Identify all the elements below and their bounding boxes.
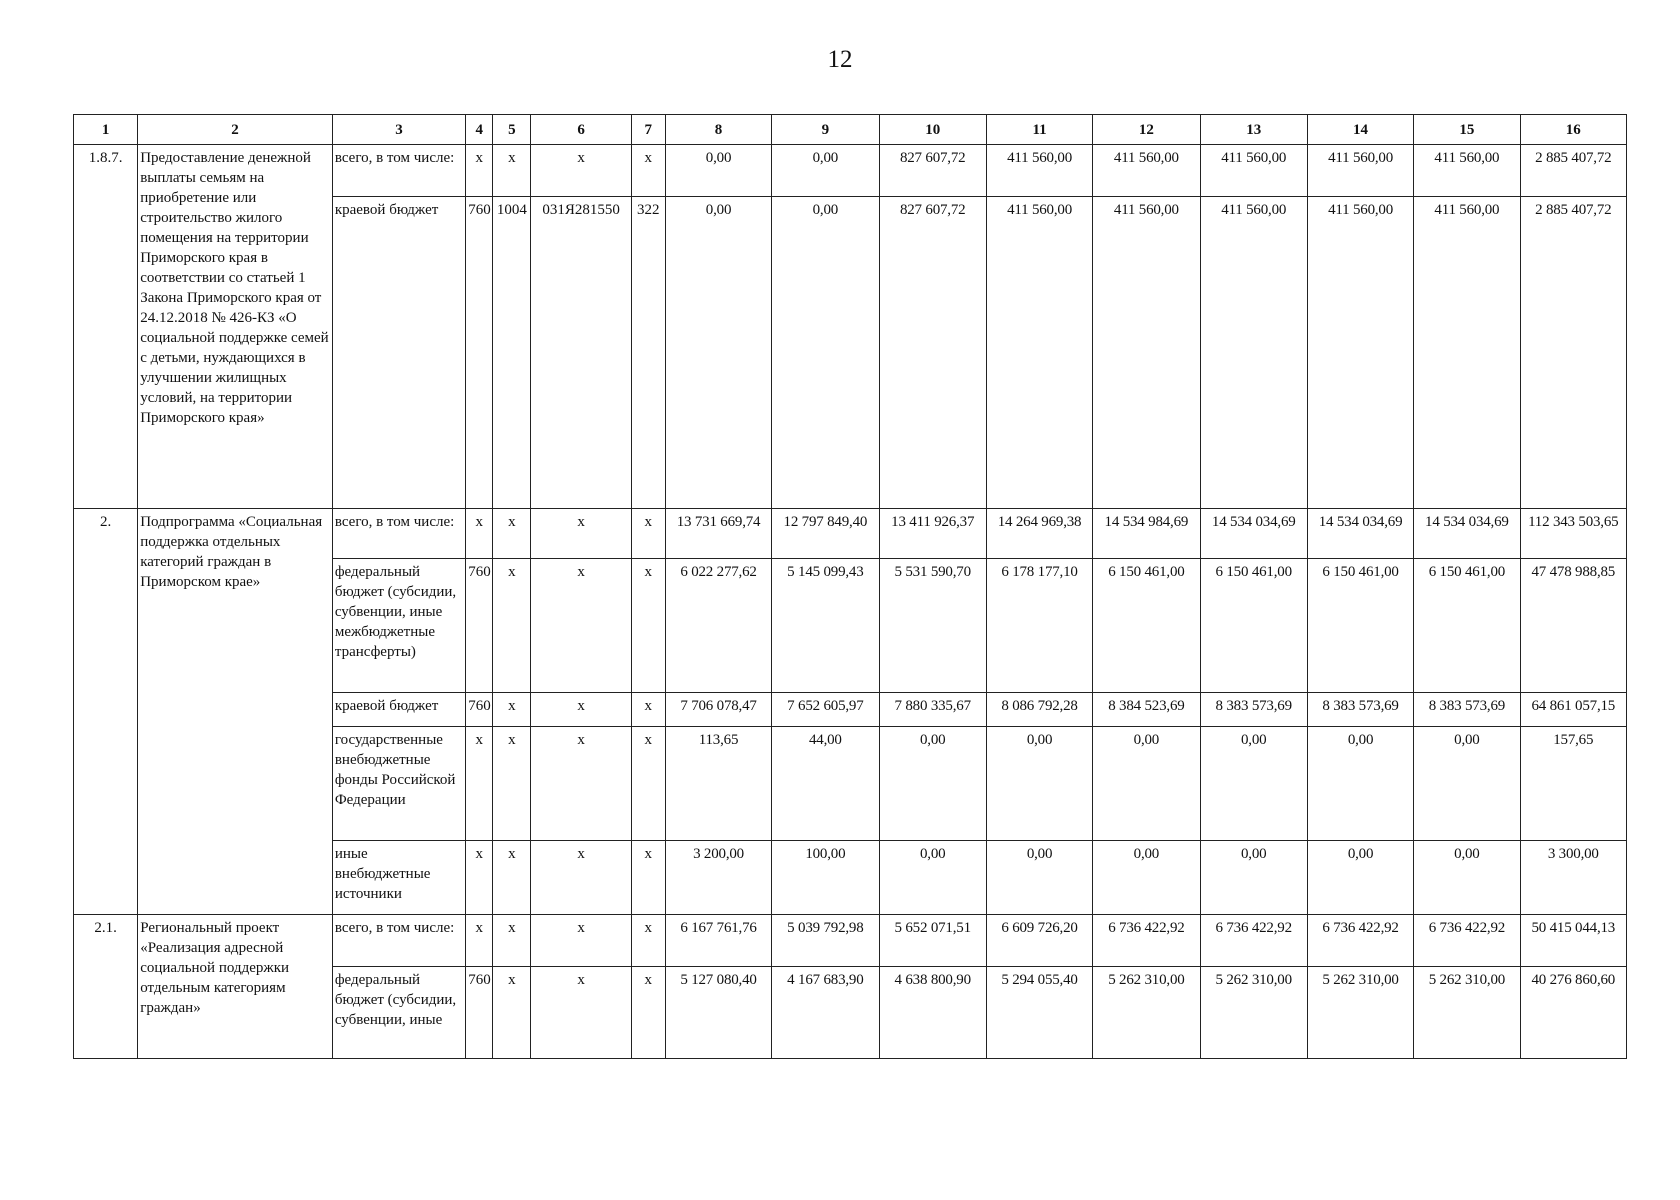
code-cell: x bbox=[631, 841, 665, 915]
code-cell: 760 bbox=[466, 197, 493, 509]
code-cell: x bbox=[493, 727, 531, 841]
code-cell: x bbox=[493, 915, 531, 967]
value-cell: 0,00 bbox=[772, 145, 879, 197]
value-cell: 0,00 bbox=[1093, 727, 1200, 841]
value-cell: 7 652 605,97 bbox=[772, 693, 879, 727]
code-cell: x bbox=[531, 509, 631, 559]
code-cell: 1004 bbox=[493, 197, 531, 509]
value-cell: 6 178 177,10 bbox=[986, 559, 1092, 693]
item-number: 1.8.7. bbox=[74, 145, 138, 509]
column-header: 16 bbox=[1520, 115, 1626, 145]
code-cell: x bbox=[493, 559, 531, 693]
value-cell: 5 262 310,00 bbox=[1093, 967, 1200, 1059]
column-header: 5 bbox=[493, 115, 531, 145]
value-cell: 44,00 bbox=[772, 727, 879, 841]
column-header: 13 bbox=[1200, 115, 1307, 145]
value-cell: 411 560,00 bbox=[986, 197, 1092, 509]
value-cell: 411 560,00 bbox=[1200, 197, 1307, 509]
value-cell: 411 560,00 bbox=[1307, 145, 1413, 197]
value-cell: 8 383 573,69 bbox=[1414, 693, 1520, 727]
value-cell: 14 534 034,69 bbox=[1414, 509, 1520, 559]
code-cell: x bbox=[466, 915, 493, 967]
value-cell: 47 478 988,85 bbox=[1520, 559, 1626, 693]
code-cell: x bbox=[531, 559, 631, 693]
value-cell: 5 531 590,70 bbox=[879, 559, 986, 693]
code-cell: 031Я281550 bbox=[531, 197, 631, 509]
value-cell: 13 411 926,37 bbox=[879, 509, 986, 559]
column-header: 9 bbox=[772, 115, 879, 145]
value-cell: 40 276 860,60 bbox=[1520, 967, 1626, 1059]
value-cell: 6 022 277,62 bbox=[665, 559, 771, 693]
funding-source: федеральный бюджет (субсидии, субвенции, иные межбюджетные трансферты) bbox=[332, 559, 465, 693]
value-cell: 411 560,00 bbox=[1093, 197, 1200, 509]
code-cell: x bbox=[631, 915, 665, 967]
value-cell: 5 262 310,00 bbox=[1414, 967, 1520, 1059]
value-cell: 411 560,00 bbox=[1307, 197, 1413, 509]
code-cell: x bbox=[493, 693, 531, 727]
value-cell: 0,00 bbox=[1200, 727, 1307, 841]
value-cell: 5 262 310,00 bbox=[1200, 967, 1307, 1059]
code-cell: x bbox=[631, 967, 665, 1059]
value-cell: 0,00 bbox=[986, 727, 1092, 841]
code-cell: x bbox=[466, 727, 493, 841]
value-cell: 6 167 761,76 bbox=[665, 915, 771, 967]
value-cell: 100,00 bbox=[772, 841, 879, 915]
value-cell: 14 534 034,69 bbox=[1200, 509, 1307, 559]
code-cell: x bbox=[531, 841, 631, 915]
table-row bbox=[74, 915, 1627, 967]
value-cell: 0,00 bbox=[879, 841, 986, 915]
funding-source: иные внебюджетные источники bbox=[332, 841, 465, 915]
code-cell: x bbox=[531, 915, 631, 967]
code-cell: 322 bbox=[631, 197, 665, 509]
column-header: 3 bbox=[332, 115, 465, 145]
column-header: 14 bbox=[1307, 115, 1413, 145]
code-cell: 760 bbox=[466, 693, 493, 727]
value-cell: 13 731 669,74 bbox=[665, 509, 771, 559]
column-header: 4 bbox=[466, 115, 493, 145]
column-header: 7 bbox=[631, 115, 665, 145]
value-cell: 6 150 461,00 bbox=[1414, 559, 1520, 693]
value-cell: 411 560,00 bbox=[1414, 145, 1520, 197]
value-cell: 0,00 bbox=[1200, 841, 1307, 915]
value-cell: 0,00 bbox=[665, 197, 771, 509]
item-number: 2.1. bbox=[74, 915, 138, 1059]
value-cell: 6 736 422,92 bbox=[1414, 915, 1520, 967]
value-cell: 5 145 099,43 bbox=[772, 559, 879, 693]
value-cell: 7 880 335,67 bbox=[879, 693, 986, 727]
code-cell: x bbox=[493, 509, 531, 559]
value-cell: 64 861 057,15 bbox=[1520, 693, 1626, 727]
column-header: 10 bbox=[879, 115, 986, 145]
value-cell: 6 150 461,00 bbox=[1093, 559, 1200, 693]
funding-source: краевой бюджет bbox=[332, 693, 465, 727]
value-cell: 14 534 984,69 bbox=[1093, 509, 1200, 559]
table-row bbox=[74, 145, 1627, 197]
value-cell: 6 736 422,92 bbox=[1093, 915, 1200, 967]
value-cell: 0,00 bbox=[1414, 727, 1520, 841]
value-cell: 12 797 849,40 bbox=[772, 509, 879, 559]
value-cell: 14 534 034,69 bbox=[1307, 509, 1413, 559]
funding-source: всего, в том числе: bbox=[332, 915, 465, 967]
value-cell: 6 150 461,00 bbox=[1307, 559, 1413, 693]
header-row bbox=[74, 115, 1627, 145]
value-cell: 6 736 422,92 bbox=[1307, 915, 1413, 967]
value-cell: 5 652 071,51 bbox=[879, 915, 986, 967]
code-cell: x bbox=[493, 841, 531, 915]
value-cell: 0,00 bbox=[1307, 841, 1413, 915]
column-header: 12 bbox=[1093, 115, 1200, 145]
code-cell: x bbox=[531, 145, 631, 197]
code-cell: x bbox=[466, 509, 493, 559]
value-cell: 411 560,00 bbox=[1200, 145, 1307, 197]
column-header: 2 bbox=[138, 115, 333, 145]
value-cell: 6 609 726,20 bbox=[986, 915, 1092, 967]
code-cell: x bbox=[631, 509, 665, 559]
budget-table bbox=[73, 114, 1627, 1059]
value-cell: 7 706 078,47 bbox=[665, 693, 771, 727]
value-cell: 2 885 407,72 bbox=[1520, 145, 1626, 197]
value-cell: 157,65 bbox=[1520, 727, 1626, 841]
value-cell: 5 262 310,00 bbox=[1307, 967, 1413, 1059]
code-cell: x bbox=[631, 559, 665, 693]
value-cell: 3 200,00 bbox=[665, 841, 771, 915]
item-name: Предоставление денежной выплаты семьям на приобретение или строительство жилого помещения на территории Приморского края в соответствии со статьей 1 Закона Приморского края от 24.12.2018 № 426-КЗ «О социальной поддержке семей с детьми, нуждающихся в улучшении жилищных условий, на территории Приморского края» bbox=[138, 145, 333, 509]
item-name: Подпрограмма «Социальная поддержка отдельных категорий граждан в Приморском крае» bbox=[138, 509, 333, 915]
code-cell: x bbox=[631, 145, 665, 197]
value-cell: 112 343 503,65 bbox=[1520, 509, 1626, 559]
code-cell: x bbox=[531, 967, 631, 1059]
code-cell: 760 bbox=[466, 559, 493, 693]
value-cell: 0,00 bbox=[1307, 727, 1413, 841]
value-cell: 14 264 969,38 bbox=[986, 509, 1092, 559]
value-cell: 0,00 bbox=[879, 727, 986, 841]
value-cell: 3 300,00 bbox=[1520, 841, 1626, 915]
funding-source: всего, в том числе: bbox=[332, 509, 465, 559]
column-header: 11 bbox=[986, 115, 1092, 145]
value-cell: 4 638 800,90 bbox=[879, 967, 986, 1059]
value-cell: 4 167 683,90 bbox=[772, 967, 879, 1059]
code-cell: x bbox=[466, 145, 493, 197]
value-cell: 0,00 bbox=[665, 145, 771, 197]
value-cell: 411 560,00 bbox=[986, 145, 1092, 197]
code-cell: x bbox=[631, 693, 665, 727]
code-cell: 760 bbox=[466, 967, 493, 1059]
value-cell: 8 383 573,69 bbox=[1307, 693, 1413, 727]
funding-source: краевой бюджет bbox=[332, 197, 465, 509]
value-cell: 0,00 bbox=[1414, 841, 1520, 915]
value-cell: 8 086 792,28 bbox=[986, 693, 1092, 727]
code-cell: x bbox=[631, 727, 665, 841]
value-cell: 827 607,72 bbox=[879, 145, 986, 197]
value-cell: 5 127 080,40 bbox=[665, 967, 771, 1059]
column-header: 1 bbox=[74, 115, 138, 145]
value-cell: 411 560,00 bbox=[1414, 197, 1520, 509]
value-cell: 411 560,00 bbox=[1093, 145, 1200, 197]
column-header: 8 bbox=[665, 115, 771, 145]
value-cell: 113,65 bbox=[665, 727, 771, 841]
value-cell: 5 294 055,40 bbox=[986, 967, 1092, 1059]
page-number: 12 bbox=[827, 46, 853, 73]
funding-source: всего, в том числе: bbox=[332, 145, 465, 197]
funding-source: федеральный бюджет (субсидии, субвенции, иные bbox=[332, 967, 465, 1059]
value-cell: 0,00 bbox=[772, 197, 879, 509]
code-cell: x bbox=[531, 727, 631, 841]
column-header: 15 bbox=[1414, 115, 1520, 145]
column-header: 6 bbox=[531, 115, 631, 145]
value-cell: 6 736 422,92 bbox=[1200, 915, 1307, 967]
code-cell: x bbox=[466, 841, 493, 915]
value-cell: 5 039 792,98 bbox=[772, 915, 879, 967]
table-row bbox=[74, 509, 1627, 559]
value-cell: 50 415 044,13 bbox=[1520, 915, 1626, 967]
code-cell: x bbox=[493, 967, 531, 1059]
code-cell: x bbox=[493, 145, 531, 197]
item-number: 2. bbox=[74, 509, 138, 915]
value-cell: 827 607,72 bbox=[879, 197, 986, 509]
item-name: Региональный проект «Реализация адресной социальной поддержки отдельным категориям граждан» bbox=[138, 915, 333, 1059]
value-cell: 6 150 461,00 bbox=[1200, 559, 1307, 693]
code-cell: x bbox=[531, 693, 631, 727]
value-cell: 8 383 573,69 bbox=[1200, 693, 1307, 727]
value-cell: 2 885 407,72 bbox=[1520, 197, 1626, 509]
value-cell: 8 384 523,69 bbox=[1093, 693, 1200, 727]
value-cell: 0,00 bbox=[1093, 841, 1200, 915]
value-cell: 0,00 bbox=[986, 841, 1092, 915]
funding-source: государственные внебюджетные фонды Российской Федерации bbox=[332, 727, 465, 841]
